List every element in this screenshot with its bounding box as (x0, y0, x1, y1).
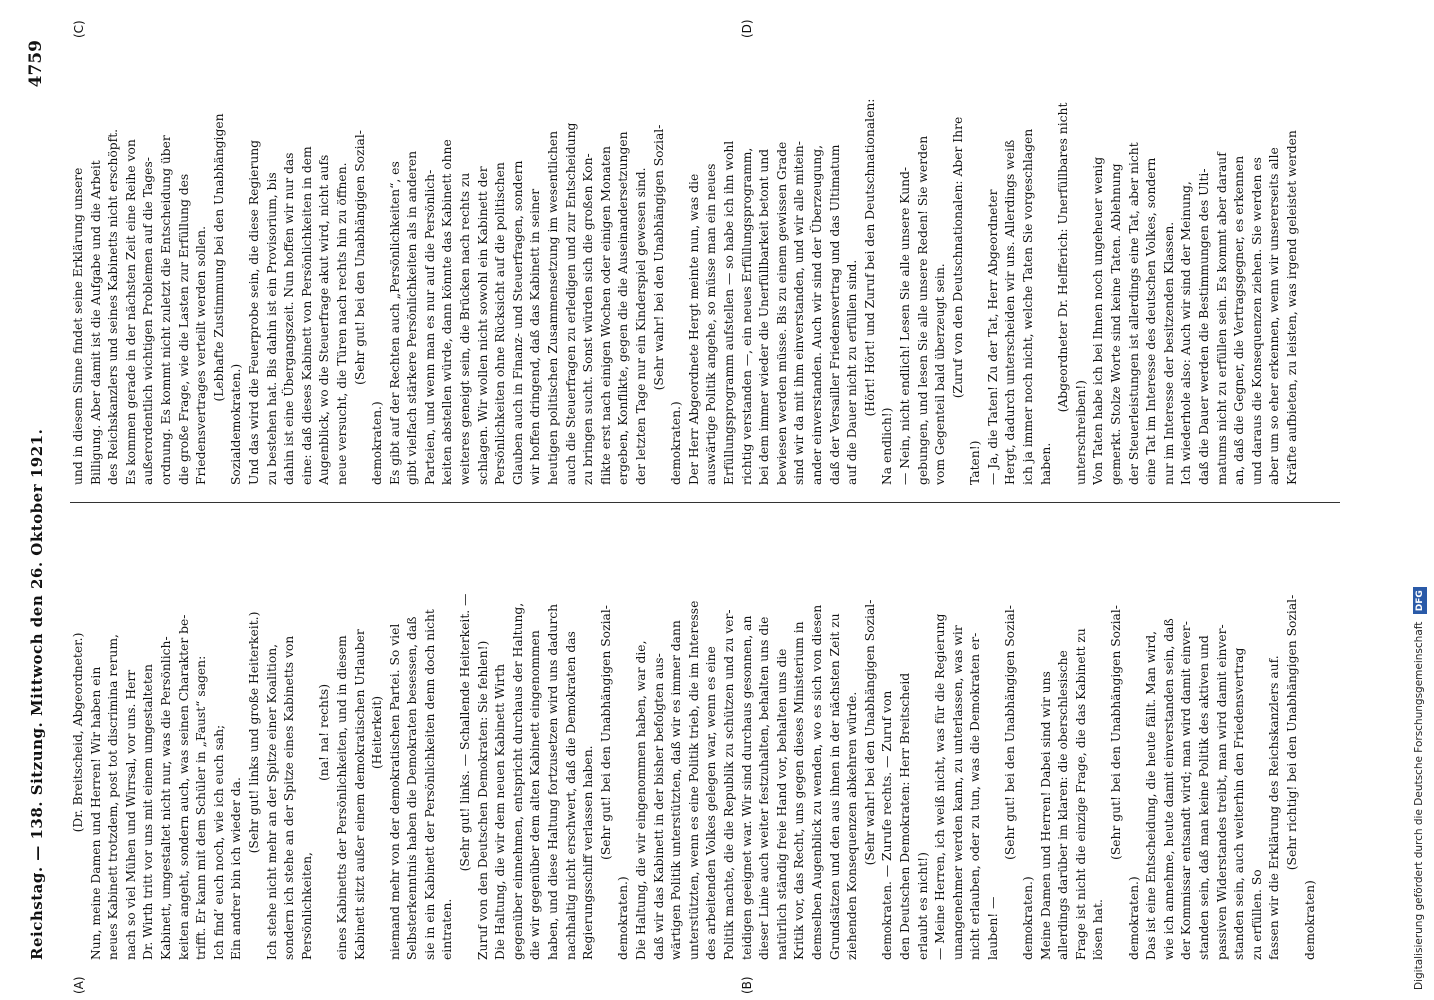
text-line: daß die Dauer werden die Bestimmungen des Ulti- (1197, 168, 1211, 485)
text-line: matums nicht zu erfüllen sein. Es kommt aber darauf (1214, 152, 1229, 485)
text-line: gibt vielfach stärkere Persönlichkeiten als in anderen (405, 150, 420, 485)
text-line: Ich stehe nicht mehr an der Spitze einer Koalition, (264, 643, 279, 960)
text-line: Und das wird die Feuerprobe sein, die diese Regierung (246, 139, 261, 485)
text-line: keiten abstellen würde, dann könnte das Kabinett ohne (440, 139, 455, 485)
page-number: 4759 (26, 40, 46, 88)
text-line: (Dr. Breitscheid, Abgeordneter.) (71, 632, 85, 833)
text-line: gegenüber einnehmen, entspricht durchaus der Haltung, (510, 602, 525, 960)
text-line: erlaubt es nicht!) (915, 852, 930, 960)
text-line: standen sein, daß man keine Politik des aktiven und (1197, 635, 1211, 960)
text-line: haben, und diese Haltung fortzusetzen wird uns dadurch (546, 603, 561, 960)
text-line: Ich find’ euch noch, wie ich euch sah; (211, 724, 226, 960)
text-line: nach so viel Mühen und Wirrsal, vor uns. Herr (123, 669, 138, 960)
left-text-column (70, 505, 1340, 960)
text-line: Grundsätzen und den aus ihnen in der nächsten Zeit zu (827, 613, 842, 960)
text-line: gebungen, und lesen Sie alle unsere Reden! Sie werden (915, 135, 930, 485)
text-line: natürlich ständig freie Hand vor, behalten uns die (774, 648, 789, 960)
text-line: neue versucht, die Türen nach rechts hin zu öffnen. (334, 162, 349, 485)
text-line: lauben! — (985, 896, 1000, 960)
text-line: Die Haltung, die wir eingenommen haben, war die, (634, 640, 648, 960)
credit-text: Digitalisierung gefördert durch die Deutsche Forschungsgemeinschaft (1413, 621, 1425, 990)
text-line: den Deutschen Demokraten: Herr Breitscheid (897, 672, 912, 960)
text-line: — Meine Herren, ich weiß nicht, was für die Regierung (933, 613, 948, 960)
text-line: Kabinett sitzt außer einem demokratischen Urlauber (352, 629, 367, 960)
text-line: Kräfte aufbieten, zu leisten, was irgend geleistet werden (1284, 130, 1299, 485)
text-line: Parteien, und wenn man es nur auf die Persönlich- (422, 169, 437, 485)
text-line: (Sehr gut! bei den Unabhängigen Sozial- (1109, 605, 1124, 860)
text-line: ergeben, Konflikte, gegen die die Auseinandersetzungen (616, 131, 631, 485)
text-line: niemand mehr von der demokratischen Partei. So viel (387, 623, 402, 960)
page-header (20, 40, 60, 960)
text-line: Selbsterkenntnis haben die Demokraten besessen, daß (405, 616, 420, 960)
text-line: standen sein, auch weiterhin den Friedensvertrag (1232, 647, 1247, 960)
text-line: richtig verstanden —, ein neues Erfüllungsprogramm, (739, 147, 754, 485)
text-line: unangenehmer werden kann, zu unterlassen, was wir (950, 625, 965, 960)
text-line: Glauben auch in Finanz- und Steuerfragen, sondern (510, 160, 525, 485)
text-line: Ein andrer bin ich wieder da. (229, 777, 244, 960)
text-line: Es gibt auf der Rechten auch „Persönlichkeiten“, es (387, 161, 402, 485)
text-line: Meine Damen und Herren! Dabei sind wir uns (1038, 671, 1053, 960)
text-line: daß der Versailler Friedensvertrag und das Ultimatum (827, 144, 842, 485)
text-line: Der Herr Abgeordnete Hergt meinte nun, was die (686, 173, 701, 485)
text-line: der Steuerleistungen ist allerdings eine Tat, aber nicht (1126, 142, 1141, 485)
text-line: demokraten.) (370, 401, 385, 485)
text-line: nachhaltig nicht erschwert, daß die Demokraten das (563, 631, 578, 960)
digitization-credit (1408, 10, 1430, 990)
text-line: eine: daß dieses Kabinett von Persönlichkeiten in dem (299, 146, 314, 485)
text-line: demokraten) (1302, 880, 1317, 960)
text-line: haben. (1038, 442, 1053, 485)
text-line: zu bestehen hat. Bis dahin ist ein Provisorium, bis (264, 172, 279, 485)
text-line: Billigung. Aber damit ist die Aufgabe und die Arbeit (88, 160, 103, 485)
text-line: Persönlichkeiten, (299, 852, 314, 960)
text-line: daß wir das Kabinett in der bisher befolgten aus- (651, 653, 666, 960)
text-line: Augenblick, wo die Steuerfrage akut wird, nicht aufs (317, 154, 332, 485)
column-divider (70, 502, 1340, 503)
text-line: nur im Interesse der besitzenden Klassen. (1161, 221, 1176, 485)
text-line: des Reichskanzlers und seines Kabinetts nicht erschöpft. (106, 128, 121, 485)
text-line: neues Kabinett trotzdem, post tot discrimina rerum, (106, 634, 121, 960)
text-line: weiteres geneigt sein, die Brücken nach rechts zu (458, 172, 473, 485)
text-line: Na endlich!) (880, 407, 895, 485)
text-line: außerordentlich wichtigen Problemen auf die Tages- (141, 157, 156, 485)
text-line: dahin ist eine Übergangszeit. Nun hoffen wir nur das (282, 152, 297, 485)
text-line: demokraten. — Zurufe rechts. — Zuruf von (880, 690, 895, 960)
text-line: — Ja, die Taten! Zu der Tat, Herr Abgeordneter (985, 189, 1000, 485)
text-line: Kritik vor, das Recht, uns gegen dieses Ministerium in (792, 621, 807, 960)
text-line: sind wir da mit ihm einverstanden, und wir alle mitein- (792, 141, 807, 485)
text-line: eintraten. (440, 898, 455, 960)
text-line: wärtigen Politik unterstützten, daß wir es immer dann (669, 620, 684, 960)
text-line: (Hört! Hört! und Zuruf bei den Deutschnationalen: (862, 98, 877, 417)
text-line: Friedensvertrages verteilt werden sollen. (194, 225, 209, 485)
text-line: auf die Dauer nicht zu erfüllen sind. (845, 259, 860, 485)
right-text-column (70, 30, 1340, 485)
text-line: dieser Linie auch weiter festzuhalten, behalten uns die (757, 616, 772, 960)
dfg-logo: DFG (1413, 587, 1427, 614)
text-line: demokraten.) (669, 401, 684, 485)
text-line: aber um so eher erkennen, wenn wir unsererseits alle (1267, 147, 1282, 485)
text-line: (Sehr richtig! bei den Unabhängigen Sozial- (1284, 594, 1299, 871)
text-line: (Sehr wahr! bei den Unabhängigen Sozial- (651, 124, 666, 391)
text-line: trifft. Er kann mit dem Schüler in „Faust“ sagen: (194, 655, 209, 960)
text-line: unterstützten, wenn es eine Politik trieb, die im Interesse (686, 600, 701, 960)
text-line: Ich wiederhole also: Auch wir sind der Meinung, (1179, 181, 1194, 485)
text-line: sondern ich stehe an der Spitze eines Kabinetts von (282, 635, 297, 960)
text-line: auswärtige Politik angehe, so müsse man ein neues (704, 163, 719, 485)
text-line: (Zuruf von den Deutschnationalen: Aber Ihre (950, 116, 965, 399)
text-line: (Sehr gut! bei den Unabhängigen Sozial- (352, 130, 367, 385)
text-line: Erfüllungsprogramm aufstellen — so habe ich ihn wohl (721, 140, 736, 485)
text-line: keiten angeht, sondern auch, was seinen Charakter be- (176, 614, 191, 960)
text-line: Politik machte, die die Republik zu schützen und zu ver- (721, 609, 736, 960)
text-line: bewiesen werden müsse. Bis zu einem gewissen Grade (774, 141, 789, 485)
margin-marker-b: (B) (740, 976, 754, 994)
text-line: teidigen geeignet war. Wir sind durchaus gesonnen, an (739, 615, 754, 960)
text-line: Dr. Wirth tritt vor uns mit einem umgestalteten (141, 664, 156, 960)
text-line: Das ist eine Entscheidung, die heute fällt. Man wird, (1144, 631, 1159, 960)
text-line: (na! na! rechts) (317, 684, 332, 782)
text-line: (Heiterkeit) (370, 695, 385, 770)
text-line: (Abgeordneter Dr. Helfferich: Unerfüllbares nicht (1056, 102, 1071, 413)
text-line: Taten!) (968, 440, 983, 485)
text-line: schlagen. Wir wollen nicht sowohl ein Kabinett der (475, 166, 490, 485)
text-line: Persönlichkeiten ohne Rücksicht auf die politischen (493, 162, 508, 485)
header-title: Reichstag. — 138. Sitzung. Mittwoch den 26. Oktober 1921. (28, 428, 46, 960)
text-line: (Sehr gut! bei den Unabhängigen Sozial- (1003, 605, 1018, 860)
text-line: ich ja immer noch nicht, welche Taten Sie vorgeschlagen (1021, 128, 1036, 485)
text-line: Nun, meine Damen und Herren! Wir haben ein (88, 666, 103, 960)
text-line: an, daß die Gegner, die Vertragsgegner, es erkennen (1232, 155, 1247, 485)
text-line: heutigen politischen Zusammensetzung im wesentlichen (546, 130, 561, 485)
text-line: die wir gegenüber dem alten Kabinett eingenommen (528, 630, 543, 960)
text-line: zu bringen sucht. Sonst würden sich die großen Kon- (581, 153, 596, 485)
text-line: auch die Steuerfragen zu erledigen und zur Entscheidung (563, 122, 578, 485)
text-line: flikte erst nach einigen Wochen oder einigen Monaten (598, 146, 613, 485)
text-line: demokraten.) (1021, 876, 1036, 960)
text-line: demokraten.) (616, 876, 631, 960)
text-line: vom Gegenteil bald überzeugt sein. (933, 263, 948, 485)
text-line: (Sehr gut! bei den Unabhängigen Sozial- (598, 605, 613, 860)
text-line: bei dem immer wieder die Unerfüllbarkeit betont und (757, 148, 772, 485)
text-line: allerdings darüber im klaren: die oberschlesische (1056, 650, 1071, 960)
text-line: Hergt, dadurch unterscheiden wir uns. Allerdings weiß (1003, 139, 1018, 485)
text-line: Es kommen gerade in der nächsten Zeit eine Reihe von (123, 139, 138, 485)
text-line: des arbeitenden Volkes gelegen war, wenn es eine (704, 646, 719, 960)
text-line: wie ich annehme, heute damit einverstanden sein, daß (1161, 618, 1176, 960)
text-line: Regierungsschiff verlassen haben. (581, 745, 596, 960)
text-line: — Nein, nicht endlich! Lesen Sie alle unsere Kund- (897, 166, 912, 485)
text-line: und daraus die Konsequenzen ziehen. Sie werden es (1249, 157, 1264, 485)
text-line: wir hoffen dringend, daß das Kabinett in seiner (528, 188, 543, 485)
text-line: der Kommissar entsandt wird; man wird damit einver- (1179, 621, 1194, 960)
margin-marker-a: (A) (72, 976, 86, 994)
text-line: (Sehr gut! links. — Schallende Heiterkeit. — (458, 593, 473, 872)
text-line: sie in ein Kabinett der Persönlichkeiten denn doch nicht (422, 609, 437, 960)
text-line: Frage ist nicht die einzige Frage, die das Kabinett zu (1073, 628, 1088, 960)
text-line: nicht erlauben, oder zu tun, was die Demokraten er- (968, 632, 983, 960)
text-line: die große Frage, wie die Lasten zur Erfüllung des (176, 173, 191, 485)
text-line: Sozialdemokraten.) (229, 363, 244, 485)
text-line: gemerkt. Stolze Worte sind keine Taten. Ablehnung (1109, 163, 1124, 485)
text-line: demokraten.) (1126, 876, 1141, 960)
text-line: eines Kabinetts der Persönlichkeiten, und in diesem (334, 635, 349, 960)
text-line: demselben Augenblick zu wenden, wo es sich von diesen (809, 604, 824, 960)
text-line: ander einverstanden. Auch wir sind der Überzeugung, (809, 144, 824, 485)
margin-marker-d: (D) (740, 19, 754, 38)
text-line: ziehenden Konsequenzen abkehren würde. (845, 691, 860, 960)
margin-marker-c: (C) (72, 20, 86, 38)
text-line: Zuruf von den Deutschen Demokraten: Sie fehlen!) (475, 640, 490, 960)
text-line: ordnung. Es kommt nicht zuletzt die Entscheidung über (158, 135, 173, 485)
text-line: fassen wir die Erklärung des Reichskanzlers auf. (1267, 655, 1282, 960)
text-line: (Sehr gut! links und große Heiterkeit.) (246, 611, 261, 854)
text-line: zu erfüllen. So (1249, 869, 1264, 960)
text-line: Kabinett, umgestaltet nicht nur, was die Persönlich- (158, 636, 173, 960)
text-line: passiven Widerstandes treibt, man wird damit einver- (1214, 624, 1229, 960)
text-line: (Lebhafte Zustimmung bei den Unabhängigen (211, 113, 226, 402)
text-line: und in diesem Sinne findet seine Erklärung unsere (71, 167, 85, 485)
text-line: eine Tat im Interesse des deutschen Volkes, sondern (1144, 157, 1159, 485)
text-line: unterschreiben!) (1073, 380, 1088, 485)
text-line: der letzten Tage nur ein Kinderspiel gewesen sind. (634, 167, 648, 485)
text-line: Die Haltung, die wir dem neuen Kabinett Wirth (493, 663, 508, 960)
text-line: (Sehr wahr! bei den Unabhängigen Sozial- (862, 599, 877, 866)
text-line: Von Taten habe ich bei Ihnen noch ungeheuer wenig (1091, 156, 1106, 485)
text-line: lösen hat. (1091, 899, 1106, 960)
